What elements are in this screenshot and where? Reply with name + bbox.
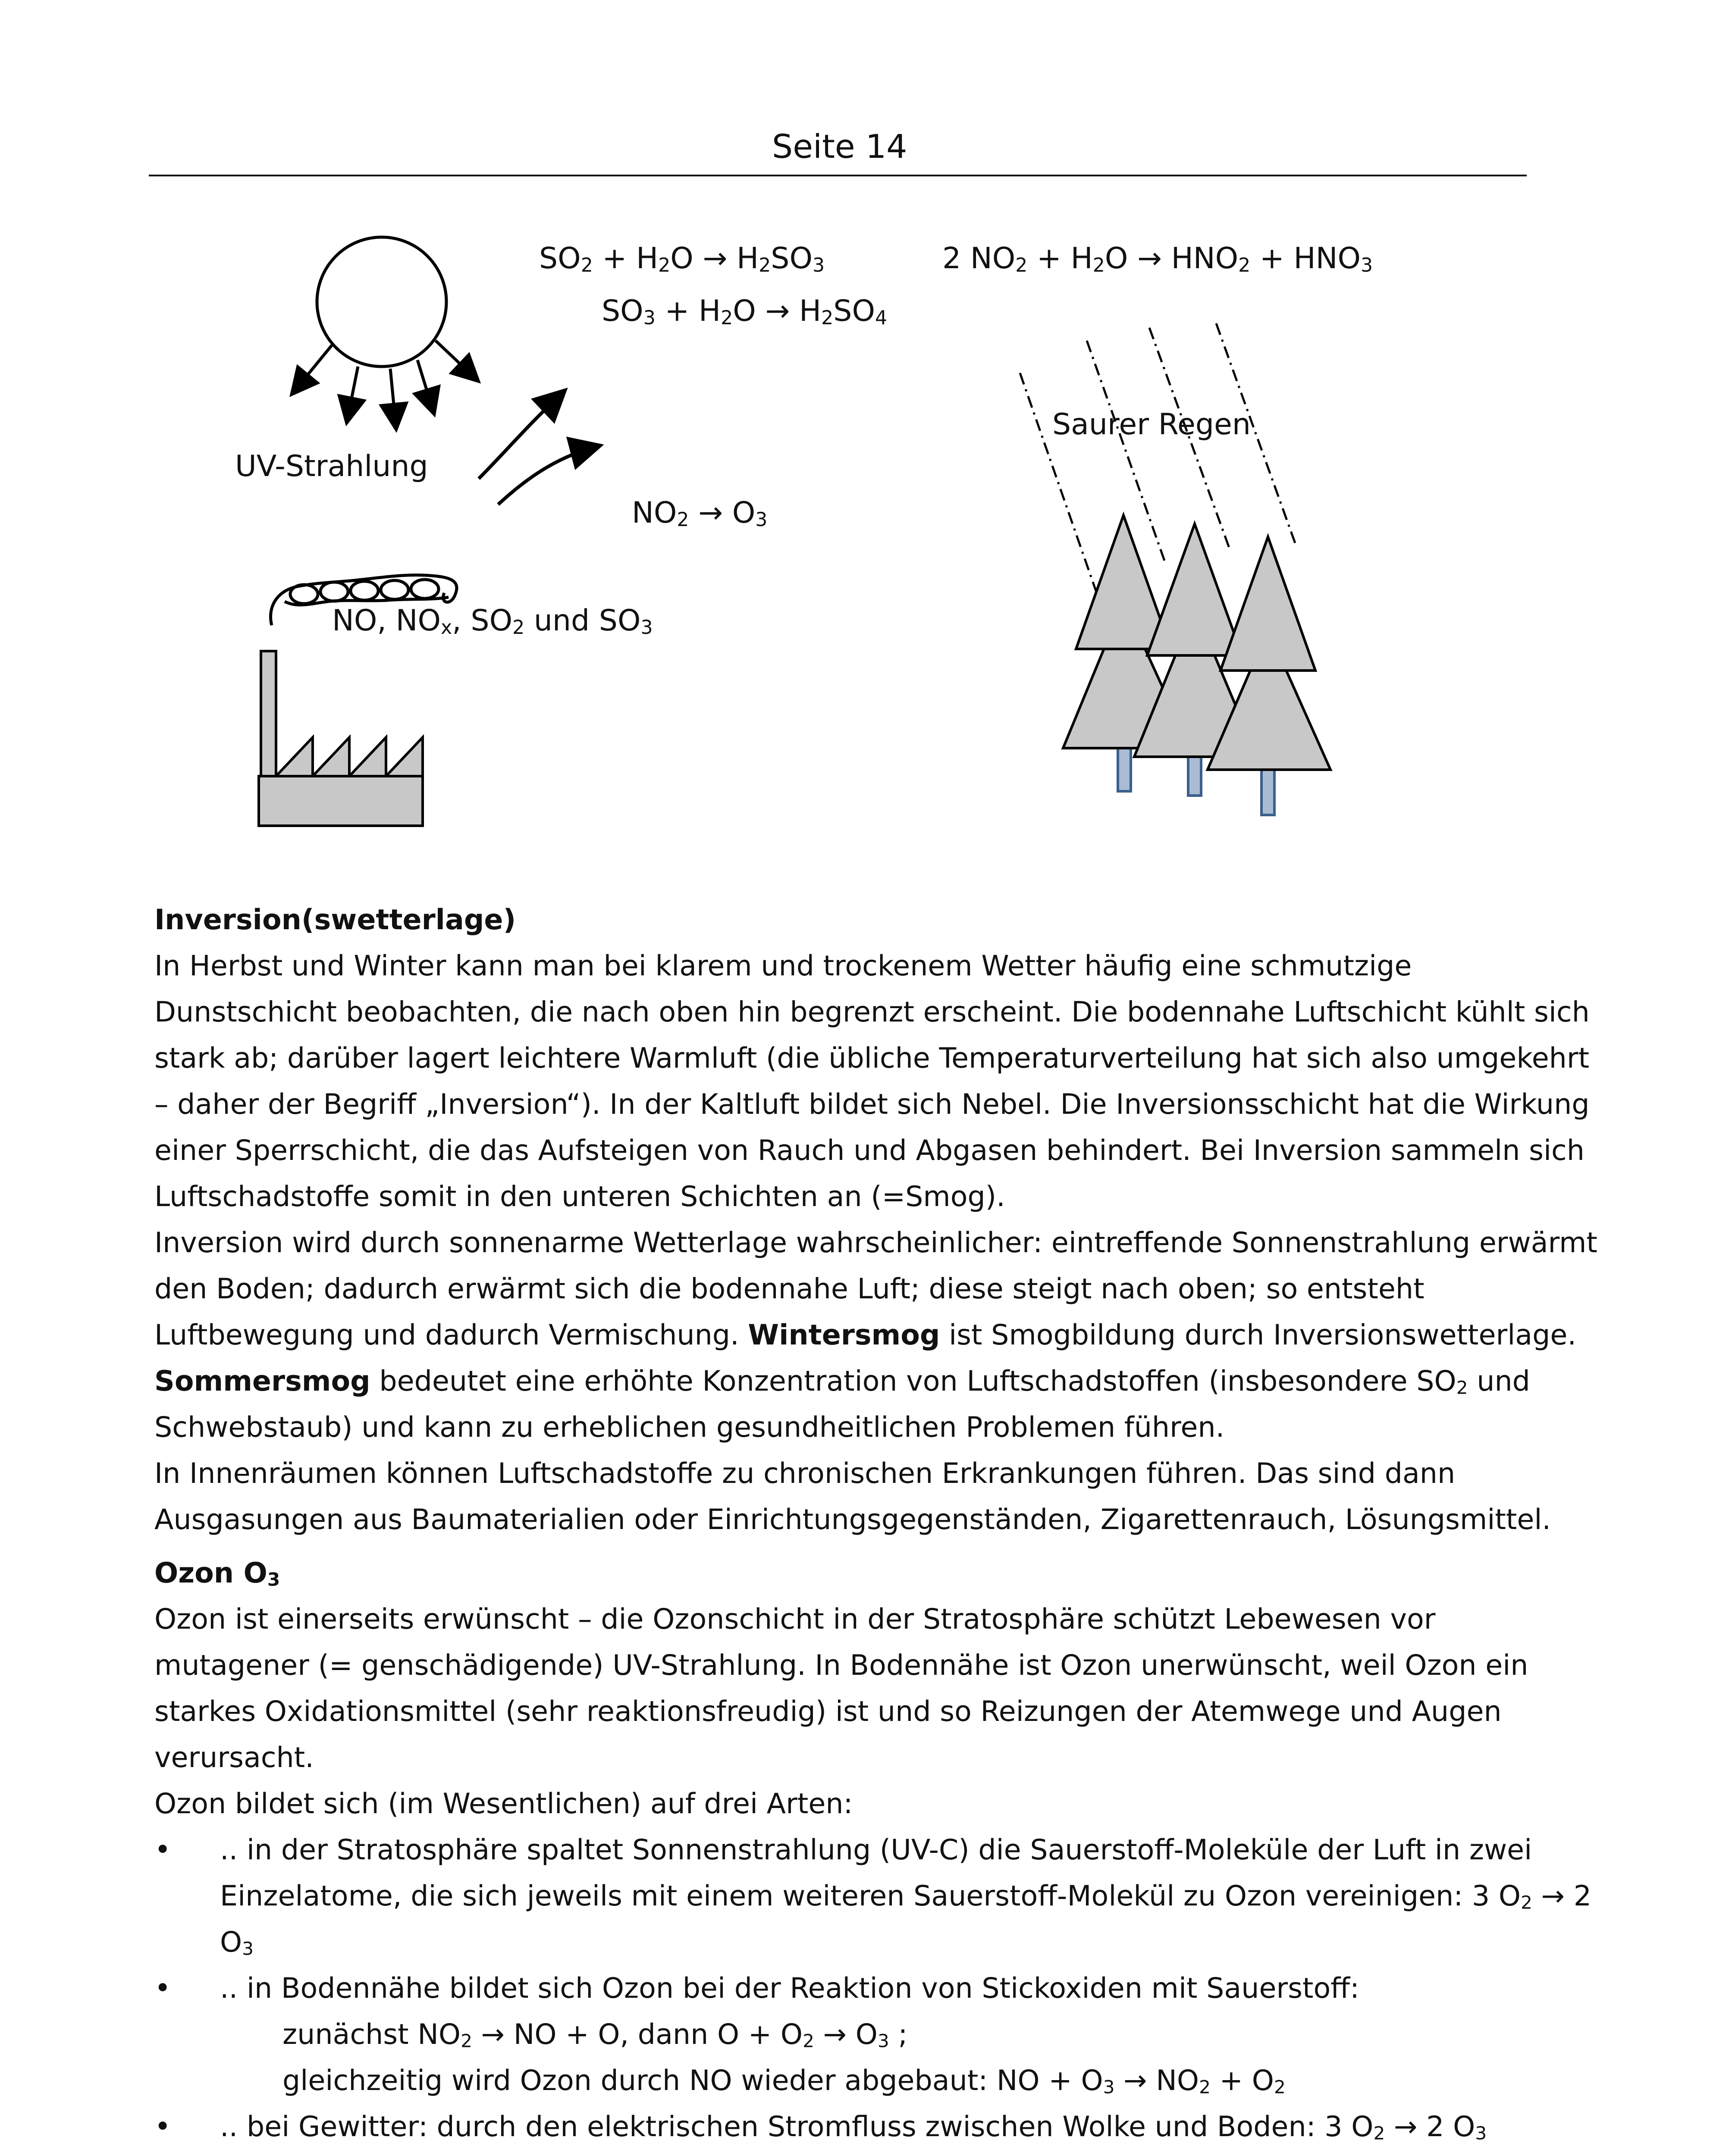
subscript: 2	[1373, 2122, 1385, 2144]
acid-rain-label: Saurer Regen	[1052, 407, 1251, 442]
factory-icon	[259, 651, 423, 826]
inversion-section	[154, 897, 1599, 1543]
ozone-section	[154, 1550, 1599, 2156]
subscript: 2	[1521, 1892, 1532, 1913]
inversion-paragraph-1: In Herbst und Winter kann man bei klarem und trockenem Wetter häufig eine schmutzige Dunstschicht beobachten, die nach oben hin begrenzt erscheint. Die bodennahe Luftschicht kühlt sich stark ab; darüber lagert leichtere Warmluft (die übliche Temperaturverteilung hat sich also umgekehrt – daher der Begriff „Inversion“). In der Kaltluft bildet sich Nebel. Die Inversionsschicht hat die Wirkung einer Sperrschicht, die das Aufsteigen von Rauch und Abgasen behindert. Bei Inversion sammeln sich Luftschadstoffe somit in den unteren Schichten an (=Smog).	[154, 950, 1590, 1213]
uv-label: UV-Strahlung	[235, 449, 428, 483]
list-item	[154, 1965, 1599, 2104]
bullet-icon: •	[154, 1972, 171, 2005]
subscript: 3	[267, 1569, 280, 1590]
ozone-paragraph-1: Ozon ist einerseits erwünscht – die Ozonschicht in der Stratosphäre schützt Lebewesen vor mutagener (= genschädigende) UV-Strahlung. In Bodennähe ist Ozon unerwünscht, weil Ozon ein starkes Oxidationsmittel (sehr reaktionsfreudig) ist und so Reizungen der Atemwege und Augen verursacht.	[154, 1603, 1528, 1774]
subscript: 3	[1103, 2076, 1115, 2098]
subscript: 3	[640, 616, 653, 639]
subscript: 2	[721, 307, 733, 329]
subscript: 2	[1015, 254, 1028, 276]
emissions-label	[332, 604, 653, 638]
formula-part: O	[670, 241, 703, 276]
inversion-paragraph-4: In Innenräumen können Luftschadstoffe zu chronischen Erkrankungen führen. Das sind dann Ausgasungen aus Baumaterialien oder Einrichtungsgegenständen, Zigarettenrauch, Lösungsmittel.	[154, 1457, 1551, 1536]
inversion-paragraph-2	[154, 1220, 1599, 1358]
subscript: 2	[658, 254, 671, 276]
illustration	[0, 0, 1732, 862]
rain-icon	[1020, 323, 1296, 608]
formula-part	[689, 496, 699, 530]
formula-part: →	[765, 294, 790, 328]
inversion-paragraph-3	[154, 1358, 1599, 1451]
list-item	[154, 2104, 1599, 2150]
formula-part: O	[733, 294, 766, 328]
subscript: 2	[677, 508, 689, 531]
subscript: 2	[1274, 2076, 1286, 2098]
formula-part: → 2 O	[1385, 2111, 1475, 2143]
formula-part: NO	[632, 496, 677, 530]
equation	[220, 2012, 1599, 2058]
formula-part: + H	[655, 294, 721, 328]
subscript: 3	[877, 2030, 889, 2052]
list-item-text: .. in Bodennähe bildet sich Ozon bei der Reaktion von Stickoxiden mit Sauerstoff:	[220, 1972, 1359, 2005]
equation-no2	[942, 241, 1373, 276]
subscript: 2	[803, 2030, 814, 2052]
arrow-icon	[479, 392, 597, 505]
subscript: 3	[242, 1938, 254, 1959]
formula-part: SO	[539, 241, 581, 276]
formula-part: , SO	[452, 604, 513, 638]
formula-part: →	[698, 496, 723, 530]
sommersmog-term: Sommersmog	[154, 1365, 370, 1398]
subscript: 2	[759, 254, 771, 276]
formula-part: → 2 O	[220, 1880, 1592, 1959]
subscript: 2	[512, 616, 525, 639]
subscript: 2	[1238, 254, 1251, 276]
subscript: 2	[1456, 1377, 1468, 1398]
subscript: 2	[821, 307, 834, 329]
subscript: 2	[1199, 2076, 1211, 2098]
formula-part: HNO	[1162, 241, 1239, 276]
ozone-heading	[154, 1550, 1599, 1596]
formula-part: gleichzeitig wird Ozon durch NO wieder abgebaut: NO + O	[282, 2065, 1103, 2097]
inversion-text: Inversion wird durch sonnenarme Wetterlage wahrscheinlicher: eintreffende Sonnenstrahlung erwärmt den Boden; dadurch erwärmt sich die bodennahe Luft; diese steigt nach oben; so entsteht Luftbewegung und dadurch Vermischung.	[154, 1227, 1597, 1351]
subscript: 3	[812, 254, 825, 276]
formula-part: ;	[889, 2018, 908, 2051]
formula-part: 2 NO	[942, 241, 1016, 276]
inversion-text: und Schwebstaub) und kann zu erheblichen gesundheitlichen Problemen führen.	[154, 1365, 1530, 1444]
subscript: 4	[875, 307, 888, 329]
formula-part: zunächst NO	[282, 2018, 461, 2051]
list-item-text: .. bei Gewitter: durch den elektrischen Stromfluss zwischen Wolke und Boden:	[220, 2111, 1325, 2143]
equation	[1324, 2111, 1487, 2143]
formula-part: →	[1137, 241, 1162, 276]
inversion-heading: Inversion(swetterlage)	[154, 904, 516, 936]
equation-so2	[539, 241, 825, 276]
bullet-icon: •	[154, 2111, 171, 2143]
formula-part: 3 O	[1324, 2111, 1374, 2143]
formula-part: NO, NO	[332, 604, 441, 638]
subscript: 2	[1092, 254, 1105, 276]
formula-part: SO	[771, 241, 813, 276]
formula-part: SO	[833, 294, 875, 328]
page-title: Seite 14	[772, 127, 907, 166]
equation-so3	[602, 294, 887, 328]
list-item-text: .. in der Stratosphäre spaltet Sonnenstrahlung (UV-C) die Sauerstoff-Moleküle der Luft in zwei Einzelatome, die sich jeweils mit einem weiteren Sauerstoff-Molekül zu Ozon vereinigen:	[220, 1834, 1532, 1912]
formula-part: H	[790, 294, 822, 328]
subscript: x	[441, 616, 452, 639]
formula-part: → NO + O, dann O + O	[472, 2018, 803, 2051]
sun-icon	[293, 237, 477, 427]
formula-part: 3 O	[1472, 1880, 1521, 1912]
equation-no2-o3	[632, 496, 767, 530]
formula-part: O	[723, 496, 756, 530]
subscript: 2	[461, 2030, 472, 2052]
formula-part: + H	[593, 241, 659, 276]
inversion-text: bedeutet eine erhöhte Konzentration von Luftschadstoffen (insbesondere SO	[370, 1365, 1456, 1398]
subscript: 3	[1361, 254, 1373, 276]
formula-part: SO	[602, 294, 643, 328]
formula-part: →	[703, 241, 728, 276]
formula-part: → NO	[1114, 2065, 1199, 2097]
formula-part: + O	[1210, 2065, 1274, 2097]
formula-part: O	[1104, 241, 1138, 276]
subscript: 3	[1475, 2122, 1487, 2144]
formula-part: → O	[814, 2018, 878, 2051]
list-item	[154, 1827, 1599, 1965]
subscript: 3	[755, 508, 768, 531]
ozone-heading-text: Ozon O	[154, 1557, 267, 1589]
bullet-icon: •	[154, 1834, 171, 1866]
subscript: 2	[580, 254, 593, 276]
inversion-text: ist Smogbildung durch Inversionswetterlage.	[940, 1319, 1577, 1351]
formula-part: und SO	[524, 604, 641, 638]
formula-part: + H	[1027, 241, 1093, 276]
subscript: 3	[643, 307, 656, 329]
ozone-paragraph-2: Ozon bildet sich (im Wesentlichen) auf drei Arten:	[154, 1788, 853, 1820]
equation	[220, 2058, 1599, 2104]
formula-part: + HNO	[1250, 241, 1361, 276]
tree-icon	[1063, 515, 1330, 815]
wintersmog-term: Wintersmog	[748, 1319, 940, 1351]
formula-part: H	[727, 241, 759, 276]
ozone-formation-list	[154, 1827, 1599, 2150]
